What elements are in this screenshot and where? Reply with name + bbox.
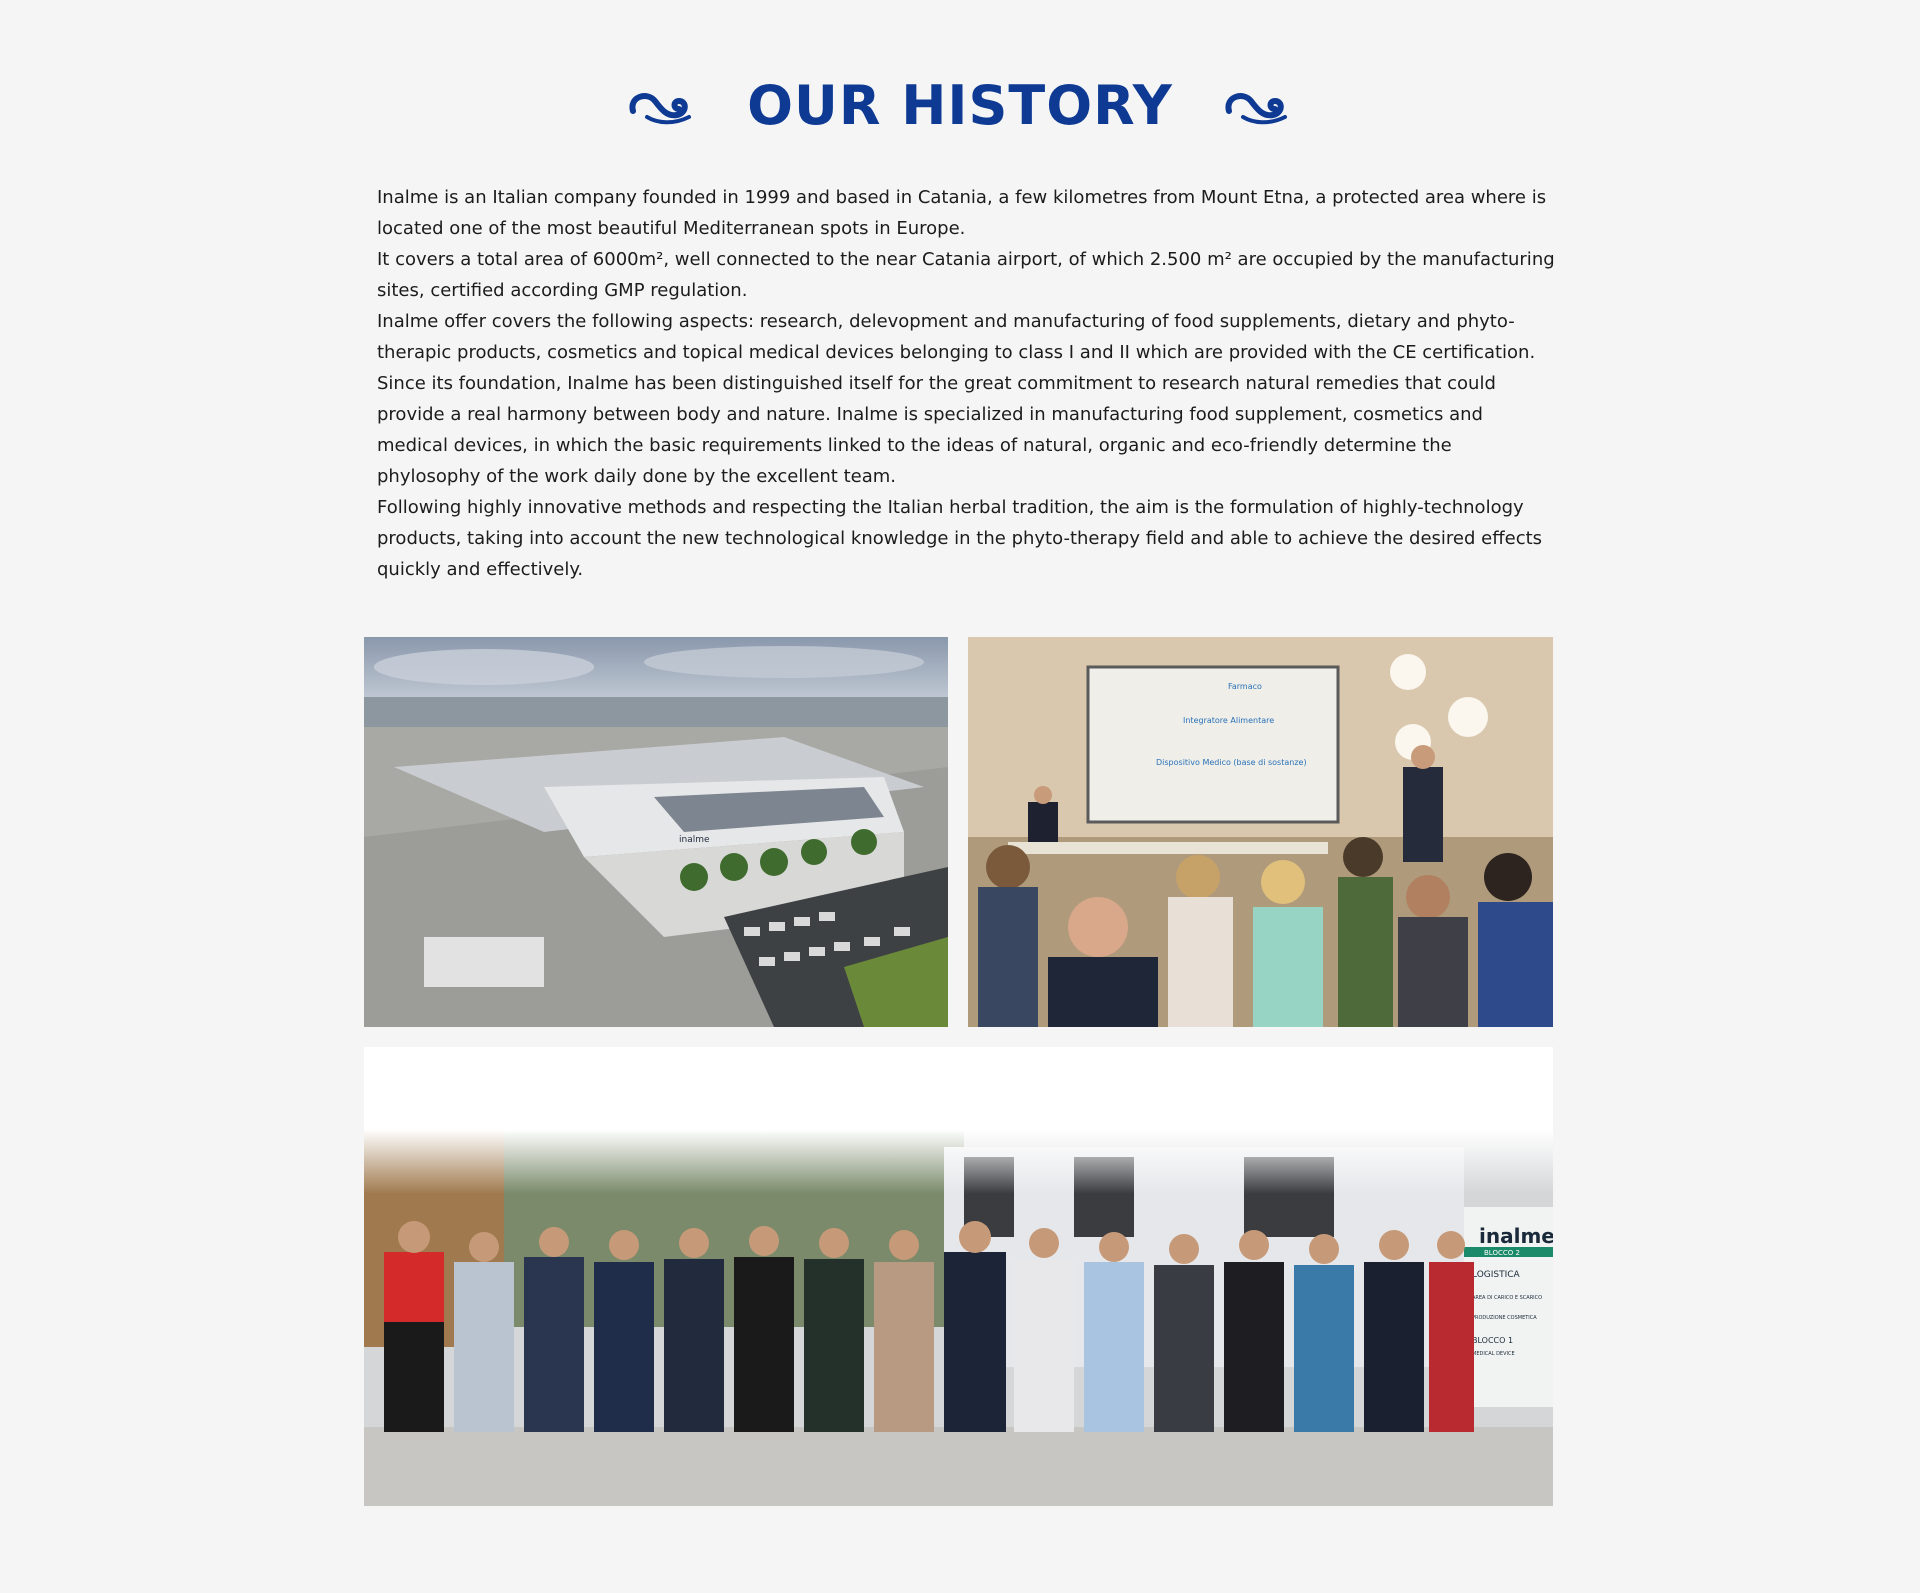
section-header: [0, 60, 1920, 150]
right-swirl-icon: [1223, 83, 1293, 127]
factory-sign: inalme: [679, 835, 710, 845]
slide-heading-1: Farmaco: [1228, 682, 1262, 691]
history-paragraph-area: It covers a total area of 6000m², well connected to the near Catania airport, of which 2.500 m² are occupied by the manufacturing sites, certified according GMP regulation.: [377, 249, 1555, 301]
team-photo: [364, 1047, 1553, 1506]
history-paragraph-founding: Inalme is an Italian company founded in 1999 and based in Catania, a few kilometres from Mount Etna, a protected area where is located one of the most beautiful Mediterranean spots in Europe.: [377, 187, 1547, 239]
factory-aerial-photo: [364, 637, 948, 1027]
history-paragraph-commitment: Since its foundation, Inalme has been distinguished itself for the great commitment to research natural remedies that could provide a real harmony between body and nature. Inalme is specialized in manufacturing food supplement, cosmetics and medical devices, in which the basic requirements linked to the ideas of natural, organic and eco-friendly determine the phylosophy of the work daily done by the excellent team.: [377, 373, 1496, 487]
history-paragraph-offer: Inalme offer covers the following aspects: research, delevopment and manufacturing of food supplements, dietary and phyto-therapic products, cosmetics and topical medical devices belonging to class I and II which are provided with the CE certification.: [377, 311, 1536, 363]
history-text: [377, 182, 1557, 585]
left-swirl-icon: [627, 83, 697, 127]
slide-heading-3: Dispositivo Medico (base di sostanze): [1156, 758, 1307, 767]
presentation-photo: [968, 637, 1553, 1027]
history-paragraph-methods: Following highly innovative methods and respecting the Italian herbal tradition, the aim is the formulation of highly-technology products, taking into account the new technological knowledge in the phyto-therapy field and able to achieve the desired effects quickly and effectively.: [377, 497, 1543, 580]
slide-heading-2: Integratore Alimentare: [1183, 716, 1275, 725]
page-title: OUR HISTORY: [747, 73, 1173, 137]
